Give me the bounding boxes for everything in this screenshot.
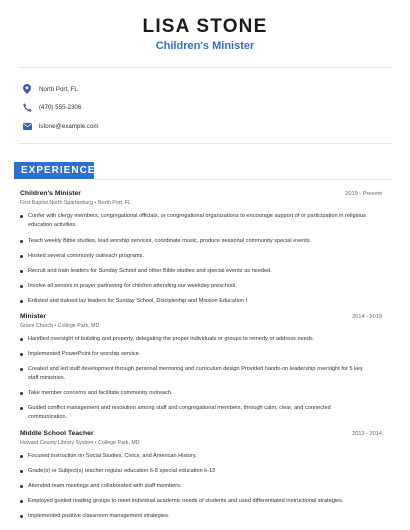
experience-section-heading: EXPERIENCE xyxy=(14,162,94,179)
location-pin-icon xyxy=(22,84,32,94)
job-organization: Howard County Library System • College Park, MD xyxy=(20,440,140,446)
email-icon xyxy=(22,121,32,131)
divider xyxy=(18,67,392,68)
job-position: Middle School Teacher xyxy=(20,430,94,437)
contact-phone-text: (470) 555-2306 xyxy=(39,103,82,111)
job-bullet: Involve all seniors in prayer partnering for children attending our weekday preschool. xyxy=(20,282,370,291)
contact-phone xyxy=(22,100,81,114)
section-rule xyxy=(94,179,392,180)
job-bullet: Confer with clergy members, congregational officials, or congregational organizations to encourage support of or participation in religious education activities. xyxy=(20,212,370,230)
job-position: Minister xyxy=(20,313,47,320)
job-dates: 2014 - 2019 xyxy=(352,314,382,320)
job-bullet: Created and led staff development through personal mentoring and curriculum design Provided hands-on leadership oversight for 5 key staff ministries. xyxy=(20,365,370,383)
job-bullet: Implemented positive classroom management strategies. xyxy=(20,512,370,521)
contact-location xyxy=(22,82,78,96)
job-bullet: Recruit and train leaders for Sunday School and other Bible studies and special events as needed. xyxy=(20,267,370,276)
contact-email[interactable] xyxy=(22,119,99,133)
contact-location-text: North Port, FL xyxy=(39,85,78,93)
job-title-heading: Children's Minister xyxy=(155,40,255,52)
job-organization: First Baptist North Spartanburg • North Port, FL xyxy=(20,200,132,206)
job-bullet: Employed guided reading groups to meet individual academic needs of students and used differentiated instructional strategies. xyxy=(20,497,370,506)
resume-name: LISA STONE xyxy=(142,16,268,37)
job-bullet: Enlisted and trained lay leaders for Sunday School, Discipleship and Mission Education I xyxy=(20,297,370,306)
job-organization: Grace Church • College Park, MD xyxy=(20,323,100,329)
contact-email-text[interactable]: lstone@example.com xyxy=(39,122,99,130)
job-dates: 2013 - 2014 xyxy=(352,431,382,437)
job-bullet: Teach weekly Bible studies, lead worship services, coordinate music, produce seasonal community special events. xyxy=(20,237,370,246)
phone-icon xyxy=(22,102,32,112)
job-bullet: Implemented PowerPoint for worship service. xyxy=(20,350,370,359)
job-bullet: Take member concerns and facilitate community outreach. xyxy=(20,389,370,398)
job-bullet: Hosted several community outreach programs. xyxy=(20,252,370,261)
job-bullet: Guided conflict management and resolution among staff and congregational members, through calm, clear, and connected communication. xyxy=(20,404,370,422)
job-bullet: Handled oversight of building and property, delegating the proper individuals or groups to remedy or address needs. xyxy=(20,335,370,344)
job-bullet: Grade(s) or Subject(s) teacher regular education 6-8 special education k-12 xyxy=(20,467,370,476)
job-bullet: Focused instruction on Social Studies, Civics, and American History. xyxy=(20,452,370,461)
divider xyxy=(18,143,392,144)
job-bullet: Attended team meetings and collaborated with staff members. xyxy=(20,482,370,491)
job-position: Children's Minister xyxy=(20,190,81,197)
job-dates: 2019 - Present xyxy=(345,191,382,197)
